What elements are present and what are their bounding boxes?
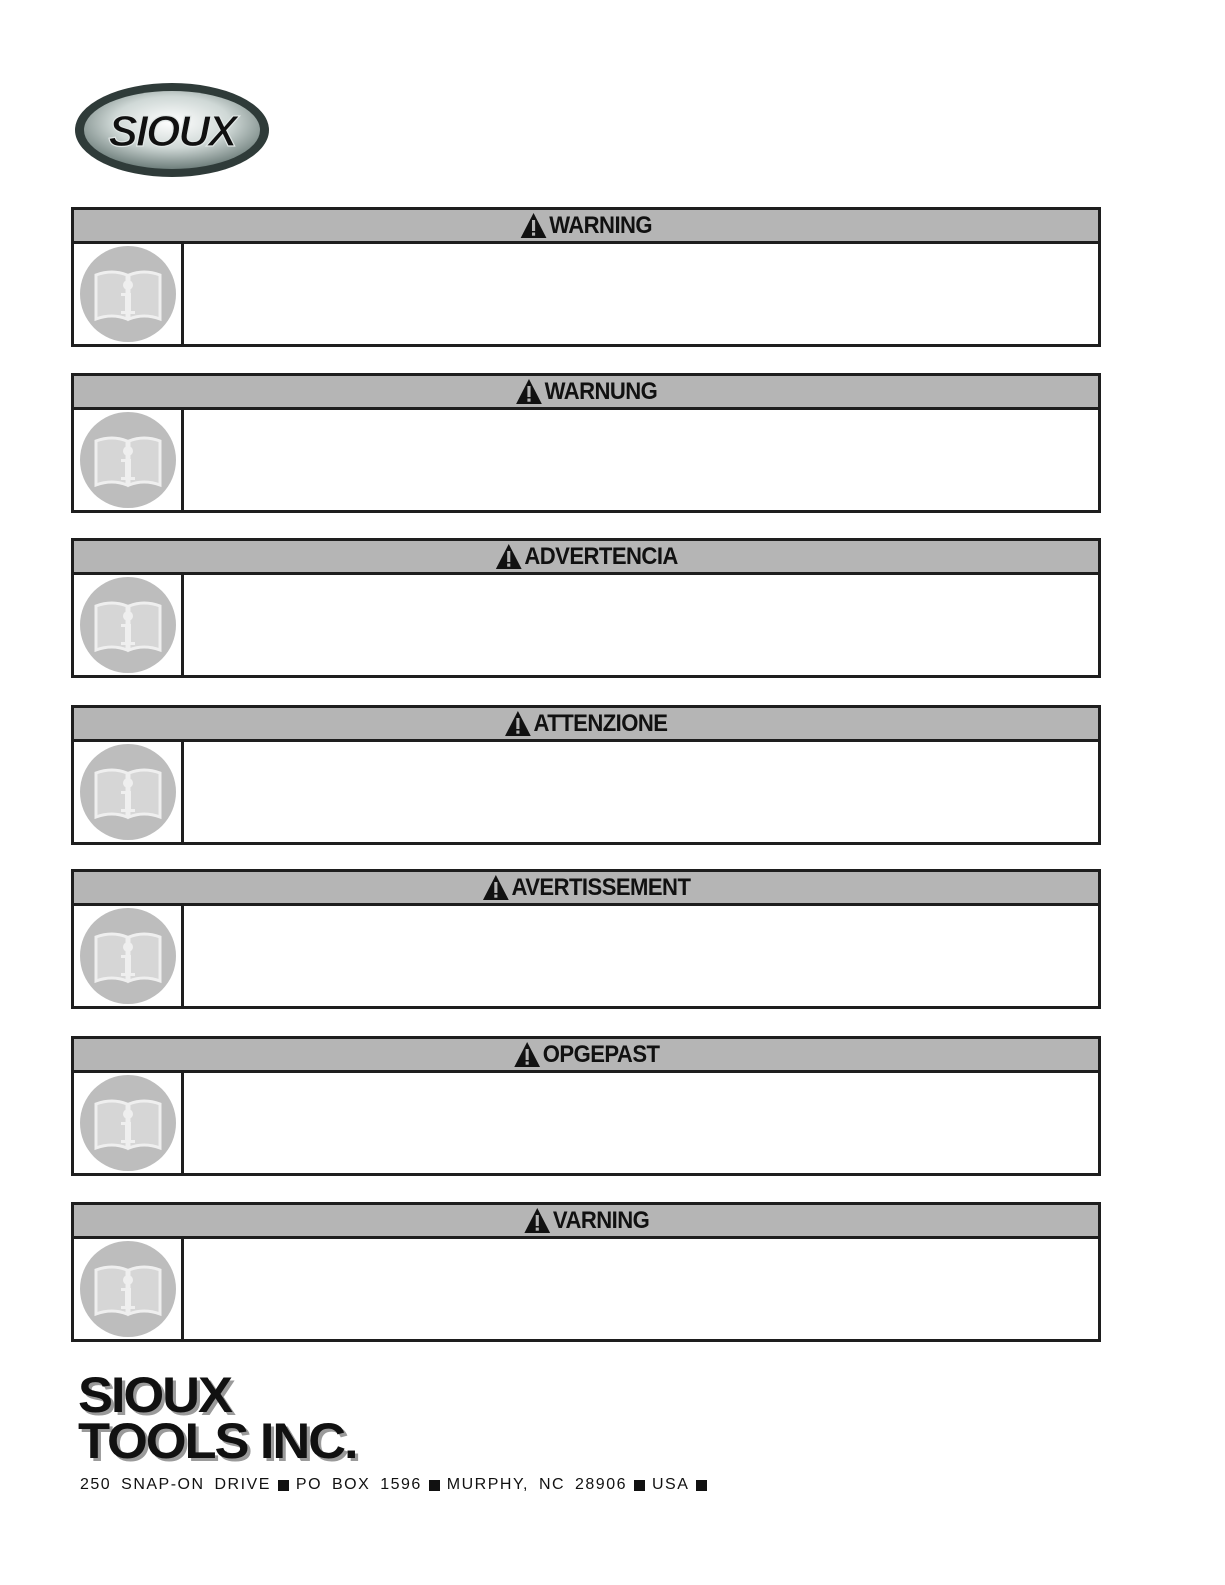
brand-line-1: SIOUX <box>78 1367 231 1423</box>
bullet-square-icon <box>634 1480 645 1491</box>
panel-text <box>194 1081 1088 1165</box>
panel-title-text: AVERTISSEMENT <box>511 873 691 901</box>
warning-triangle-icon <box>515 378 543 405</box>
read-manual-icon <box>79 576 177 674</box>
panel-text <box>194 418 1088 502</box>
panel-header <box>74 872 1098 906</box>
panel-title-text: OPGEPAST <box>542 1040 660 1068</box>
read-manual-icon <box>79 245 177 343</box>
panel-title-text: ATTENZIONE <box>533 709 668 737</box>
brand-line-2: TOOLS INC. <box>78 1413 357 1469</box>
company-brand <box>78 1367 357 1469</box>
panel-title <box>504 710 667 738</box>
warning-panel-sv <box>71 1202 1101 1342</box>
panel-title <box>515 378 657 406</box>
panel-title <box>520 212 652 240</box>
address-city: MURPHY, NC 28906 <box>446 1476 627 1493</box>
panel-text <box>194 914 1088 998</box>
warning-panel-it <box>71 705 1101 845</box>
panel-header <box>74 541 1098 575</box>
read-manual-icon <box>79 743 177 841</box>
sioux-logo <box>72 80 272 180</box>
panel-header <box>74 210 1098 244</box>
panel-title-text: WARNING <box>549 211 653 239</box>
svg-text:SIOUX: SIOUX <box>108 107 236 156</box>
warning-panel-es <box>71 538 1101 678</box>
warning-panel-en <box>71 207 1101 347</box>
warning-triangle-icon <box>495 543 523 570</box>
warning-triangle-icon <box>513 1041 541 1068</box>
company-address <box>80 1476 707 1494</box>
panel-title-text: WARNUNG <box>544 377 658 405</box>
bullet-square-icon <box>696 1480 707 1491</box>
warning-triangle-icon <box>504 710 532 737</box>
panel-text <box>194 583 1088 667</box>
address-country: USA <box>652 1476 690 1493</box>
panel-text <box>194 252 1088 336</box>
warning-panel-de <box>71 373 1101 513</box>
warning-panel-fr <box>71 869 1101 1009</box>
bullet-square-icon <box>429 1480 440 1491</box>
warning-triangle-icon <box>520 212 548 239</box>
panel-title <box>523 1207 649 1235</box>
panel-header <box>74 1039 1098 1073</box>
panel-header <box>74 708 1098 742</box>
panel-header <box>74 376 1098 410</box>
read-manual-icon <box>79 1240 177 1338</box>
read-manual-icon <box>79 411 177 509</box>
warning-triangle-icon <box>523 1207 551 1234</box>
bullet-square-icon <box>278 1480 289 1491</box>
panel-title <box>482 874 690 902</box>
panel-title <box>495 543 678 571</box>
read-manual-icon <box>79 907 177 1005</box>
address-po-box: PO BOX 1596 <box>295 1476 422 1493</box>
address-street: 250 SNAP-ON DRIVE <box>80 1476 271 1493</box>
warning-panel-nl <box>71 1036 1101 1176</box>
panel-title <box>513 1041 659 1069</box>
panel-text <box>194 1247 1088 1331</box>
panel-text <box>194 750 1088 834</box>
panel-title-text: ADVERTENCIA <box>524 542 678 570</box>
panel-title-text: VARNING <box>552 1206 649 1234</box>
panel-header <box>74 1205 1098 1239</box>
read-manual-icon <box>79 1074 177 1172</box>
warning-triangle-icon <box>482 874 510 901</box>
